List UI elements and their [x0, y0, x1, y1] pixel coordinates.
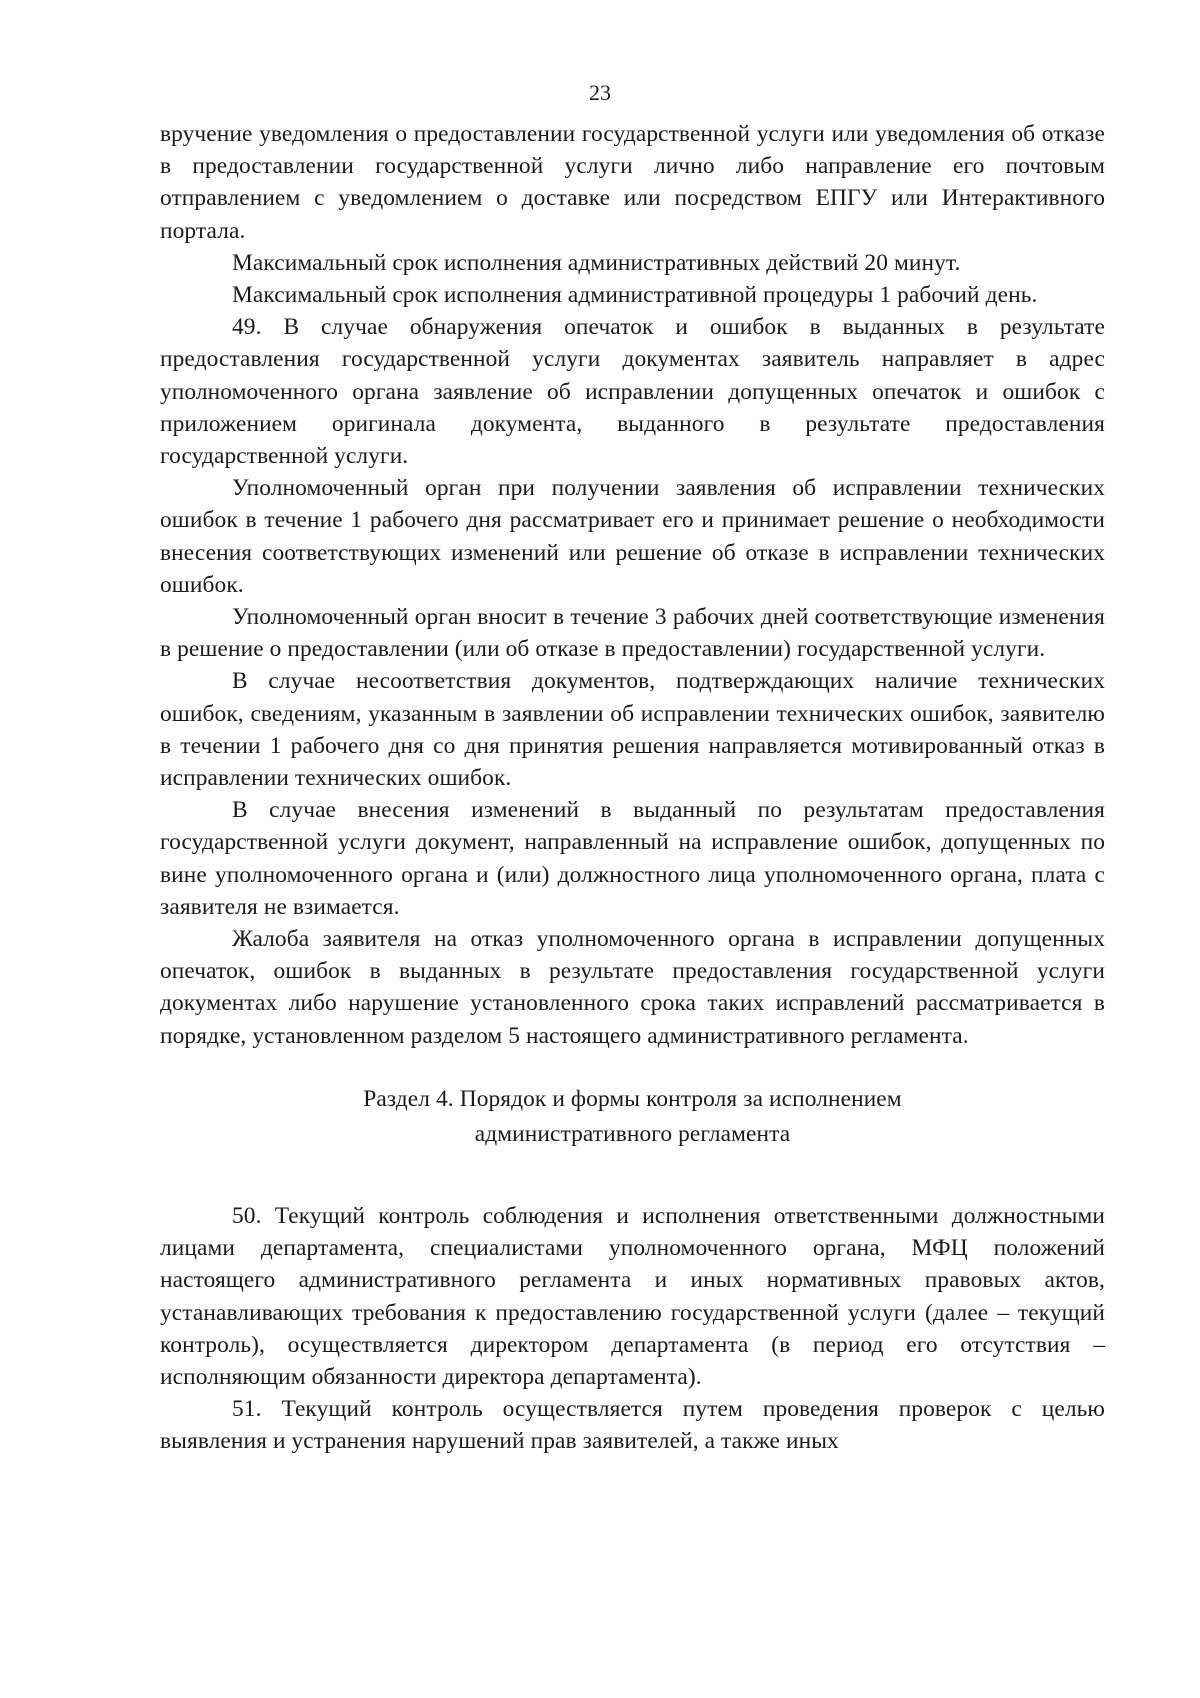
paragraph: В случае несоответствия документов, подтверждающих наличие технических ошибок, сведениям, указанным в заявлении об исправлении технических ошибок, заявителю в течении 1 рабочего дня со дня принятия решения направляется мотивированный отказ в исправлении технических ошибок. — [160, 668, 1105, 792]
paragraph: В случае внесения изменений в выданный по результатам предоставления государственной услуги документ, направленный на исправление ошибок, допущенных по вине уполномоченного органа и (или) должностного лица уполномоченного органа, плата с заявителя не взимается. — [160, 797, 1105, 920]
paragraph: 49. В случае обнаружения опечаток и ошибок в выданных в результате предоставления государственной услуги документах заявитель направляет в адрес уполномоченного органа заявление об исправлении допущенных опечаток и ошибок с приложением оригинала документа, выданного в результате предоставления государственной услуги. — [160, 314, 1105, 470]
page-number: 23 — [589, 80, 611, 105]
paragraph: Жалоба заявителя на отказ уполномоченного органа в исправлении допущенных опечаток, ошибок в выданных в результате предоставления государственной услуги документах либо нарушение установленного срока таких исправлений рассматривается в порядке, установленном разделом 5 настоящего административного регламента. — [160, 926, 1105, 1049]
paragraph: 50. Текущий контроль соблюдения и исполнения ответственными должностными лицами департамента, специалистами уполномоченного органа, МФЦ положений настоящего административного регламента и иных нормативных правовых актов, устанавливающих требования к предоставлению государственной услуги (далее – текущий контроль), осуществляется директором департамента (в период его отсутствия – исполняющим обязанности директора департамента). — [160, 1202, 1105, 1390]
paragraph: Максимальный срок исполнения административных действий 20 минут. — [232, 249, 961, 276]
section-heading — [160, 1082, 1105, 1152]
paragraph: вручение уведомления о предоставлении государственной услуги или уведомления об отказе в предоставлении государственной услуги лично либо направление его почтовым отправлением с уведомлением о доставке или посредством ЕПГУ или Интерактивного портала. — [160, 121, 1105, 244]
paragraph: Максимальный срок исполнения административной процедуры 1 рабочий день. — [232, 282, 1038, 309]
paragraph: 51. Текущий контроль осуществляется путем проведения проверок с целью выявления и устранения нарушений прав заявителей, а также иных — [160, 1396, 1105, 1455]
paragraph: Уполномоченный орган при получении заявления об исправлении технических ошибок в течение 1 рабочего дня рассматривает его и принимает решение о необходимости внесения соответствующих изменений или решение об отказе в исправлении технических ошибок. — [160, 475, 1105, 598]
section-heading-line: административного регламента — [474, 1120, 791, 1147]
document-body — [160, 118, 1105, 1458]
paragraph: Уполномоченный орган вносит в течение 3 рабочих дней соответствующие изменения в решение о предоставлении (или об отказе в предоставлении) государственной услуги. — [160, 604, 1105, 663]
section-heading-line: Раздел 4. Порядок и формы контроля за исполнением — [363, 1085, 902, 1112]
